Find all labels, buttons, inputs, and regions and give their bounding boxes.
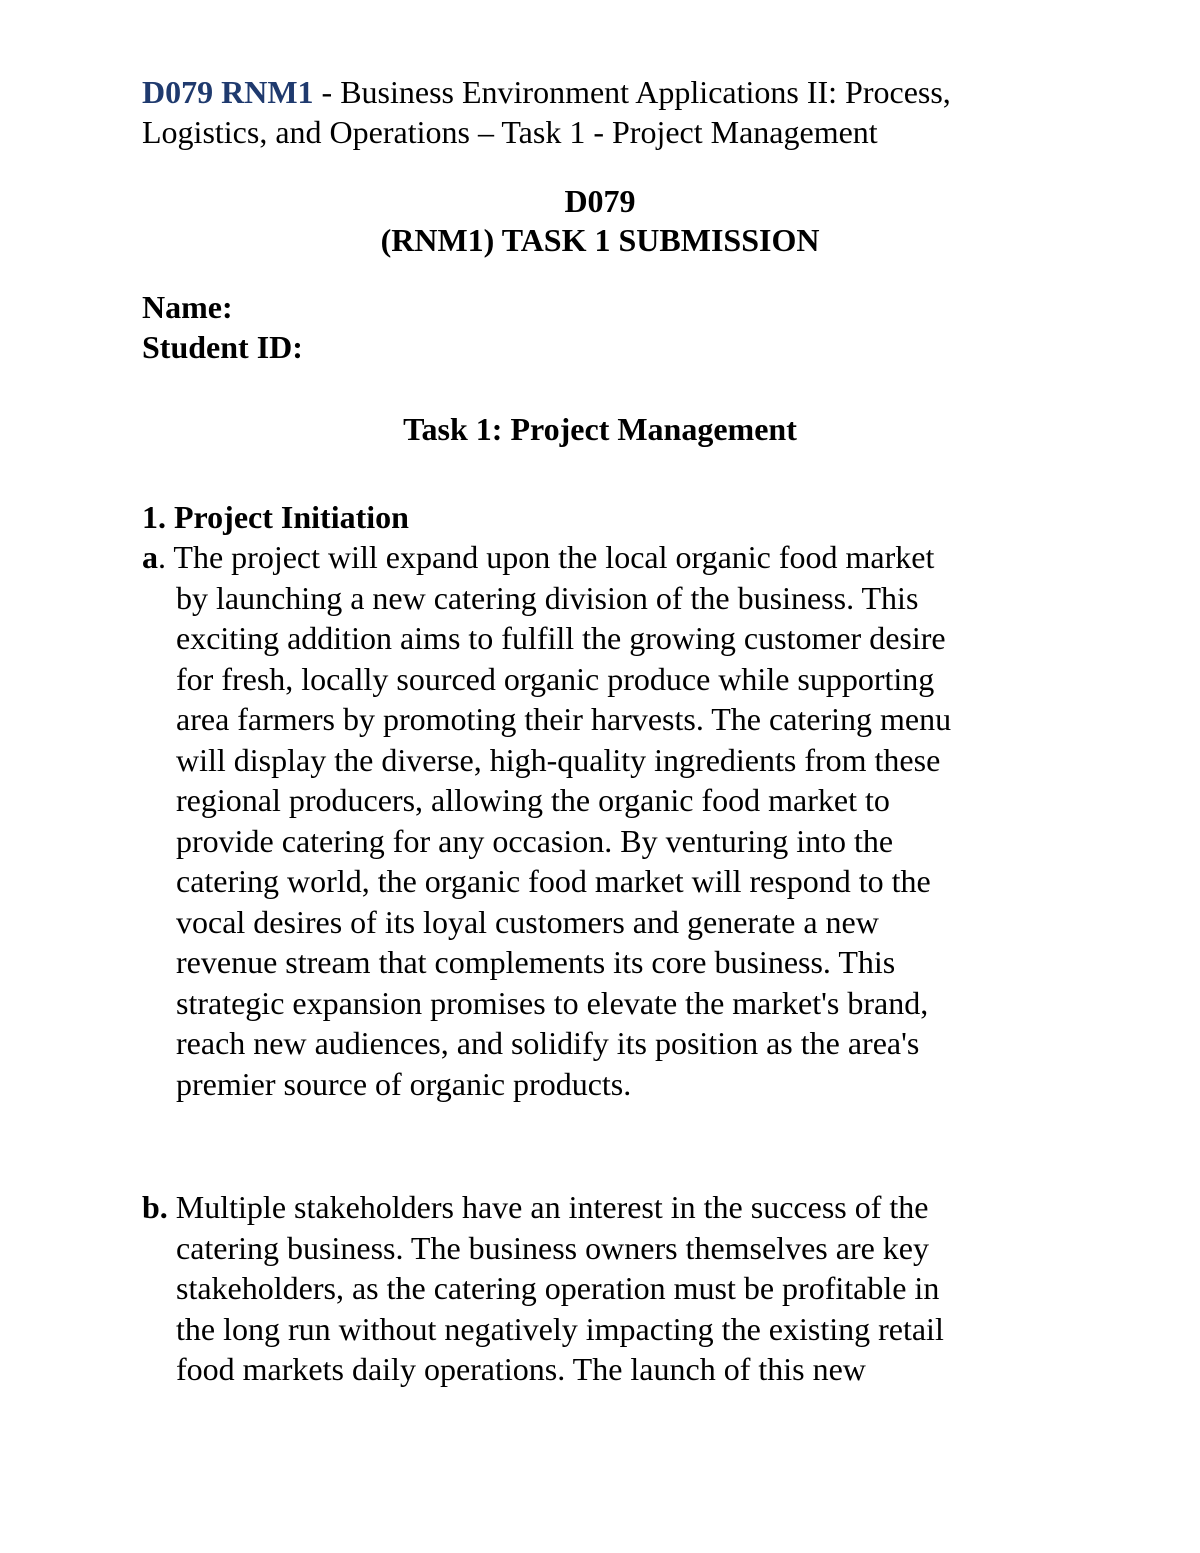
paragraph-line bbox=[142, 537, 1042, 578]
course-code: D079 RNM1 bbox=[142, 74, 314, 110]
paragraph-text: reach new audiences, and solidify its position as the area's bbox=[176, 1025, 920, 1061]
paragraph-text: strategic expansion promises to elevate the market's brand, bbox=[176, 984, 929, 1021]
paragraph-text: catering business. The business owners themselves are key bbox=[176, 1229, 929, 1266]
paragraph-line bbox=[142, 1228, 1042, 1269]
paragraph-text: the long run without negatively impacting the existing retail bbox=[176, 1310, 944, 1347]
paragraph-line bbox=[142, 942, 1042, 983]
header-line-1 bbox=[142, 72, 1102, 112]
paragraph-text: regional producers, allowing the organic food market to bbox=[176, 782, 890, 818]
paragraph-text: premier source of organic products. bbox=[176, 1065, 632, 1102]
paragraph-line bbox=[142, 618, 1042, 659]
paragraph-text: revenue stream that complements its core business. This bbox=[176, 944, 896, 980]
paragraph-text: area farmers by promoting their harvests. The catering menu bbox=[176, 701, 952, 737]
paragraph-line bbox=[142, 740, 1042, 781]
name-label: Name: bbox=[142, 289, 233, 325]
title-submission: (RNM1) TASK 1 SUBMISSION bbox=[380, 222, 820, 258]
paragraph-text: for fresh, locally sourced organic produce while supporting bbox=[176, 660, 935, 697]
list-marker: a bbox=[142, 539, 158, 575]
title-code: D079 bbox=[564, 183, 636, 219]
task-title: Task 1: Project Management bbox=[403, 411, 797, 447]
header-line-2: Logistics, and Operations – Task 1 - Project Management bbox=[142, 114, 878, 150]
paragraph-b bbox=[142, 1187, 1042, 1390]
paragraph-line bbox=[142, 1309, 1042, 1350]
paragraph-line bbox=[142, 861, 1042, 902]
paragraph-line bbox=[142, 1349, 1042, 1390]
paragraph-line bbox=[142, 1187, 1042, 1228]
paragraph-text: food markets daily operations. The launch of this new bbox=[176, 1351, 866, 1387]
paragraph-text: exciting addition aims to fulfill the growing customer desire bbox=[176, 620, 946, 656]
paragraph-line bbox=[142, 578, 1042, 619]
student-id-label: Student ID: bbox=[142, 329, 303, 365]
paragraph-text: . The project will expand upon the local organic food market bbox=[158, 539, 935, 575]
paragraph-text: vocal desires of its loyal customers and generate a new bbox=[176, 903, 879, 940]
document-header bbox=[142, 72, 1102, 152]
paragraph-text: by launching a new catering division of the business. This bbox=[176, 579, 919, 616]
paragraph-line bbox=[142, 983, 1042, 1024]
paragraph-text: will display the diverse, high-quality ingredients from these bbox=[176, 741, 941, 778]
paragraph-text: Multiple stakeholders have an interest in the success of the bbox=[167, 1189, 929, 1225]
list-marker: b. bbox=[142, 1189, 168, 1225]
paragraph-line bbox=[142, 821, 1042, 862]
section-heading-project-initiation: 1. Project Initiation bbox=[142, 499, 409, 535]
paragraph-line bbox=[142, 699, 1042, 740]
header-title-part-1: - Business Environment Applications II: Process, bbox=[313, 74, 951, 110]
paragraph-line bbox=[142, 1023, 1042, 1064]
paragraph-a bbox=[142, 537, 1042, 1104]
paragraph-text: stakeholders, as the catering operation must be profitable in bbox=[176, 1270, 940, 1306]
paragraph-line bbox=[142, 1064, 1042, 1105]
paragraph-line bbox=[142, 1268, 1042, 1309]
paragraph-line bbox=[142, 780, 1042, 821]
paragraph-text: provide catering for any occasion. By venturing into the bbox=[176, 822, 894, 859]
paragraph-line bbox=[142, 902, 1042, 943]
paragraph-text: catering world, the organic food market will respond to the bbox=[176, 863, 931, 899]
paragraph-line bbox=[142, 659, 1042, 700]
